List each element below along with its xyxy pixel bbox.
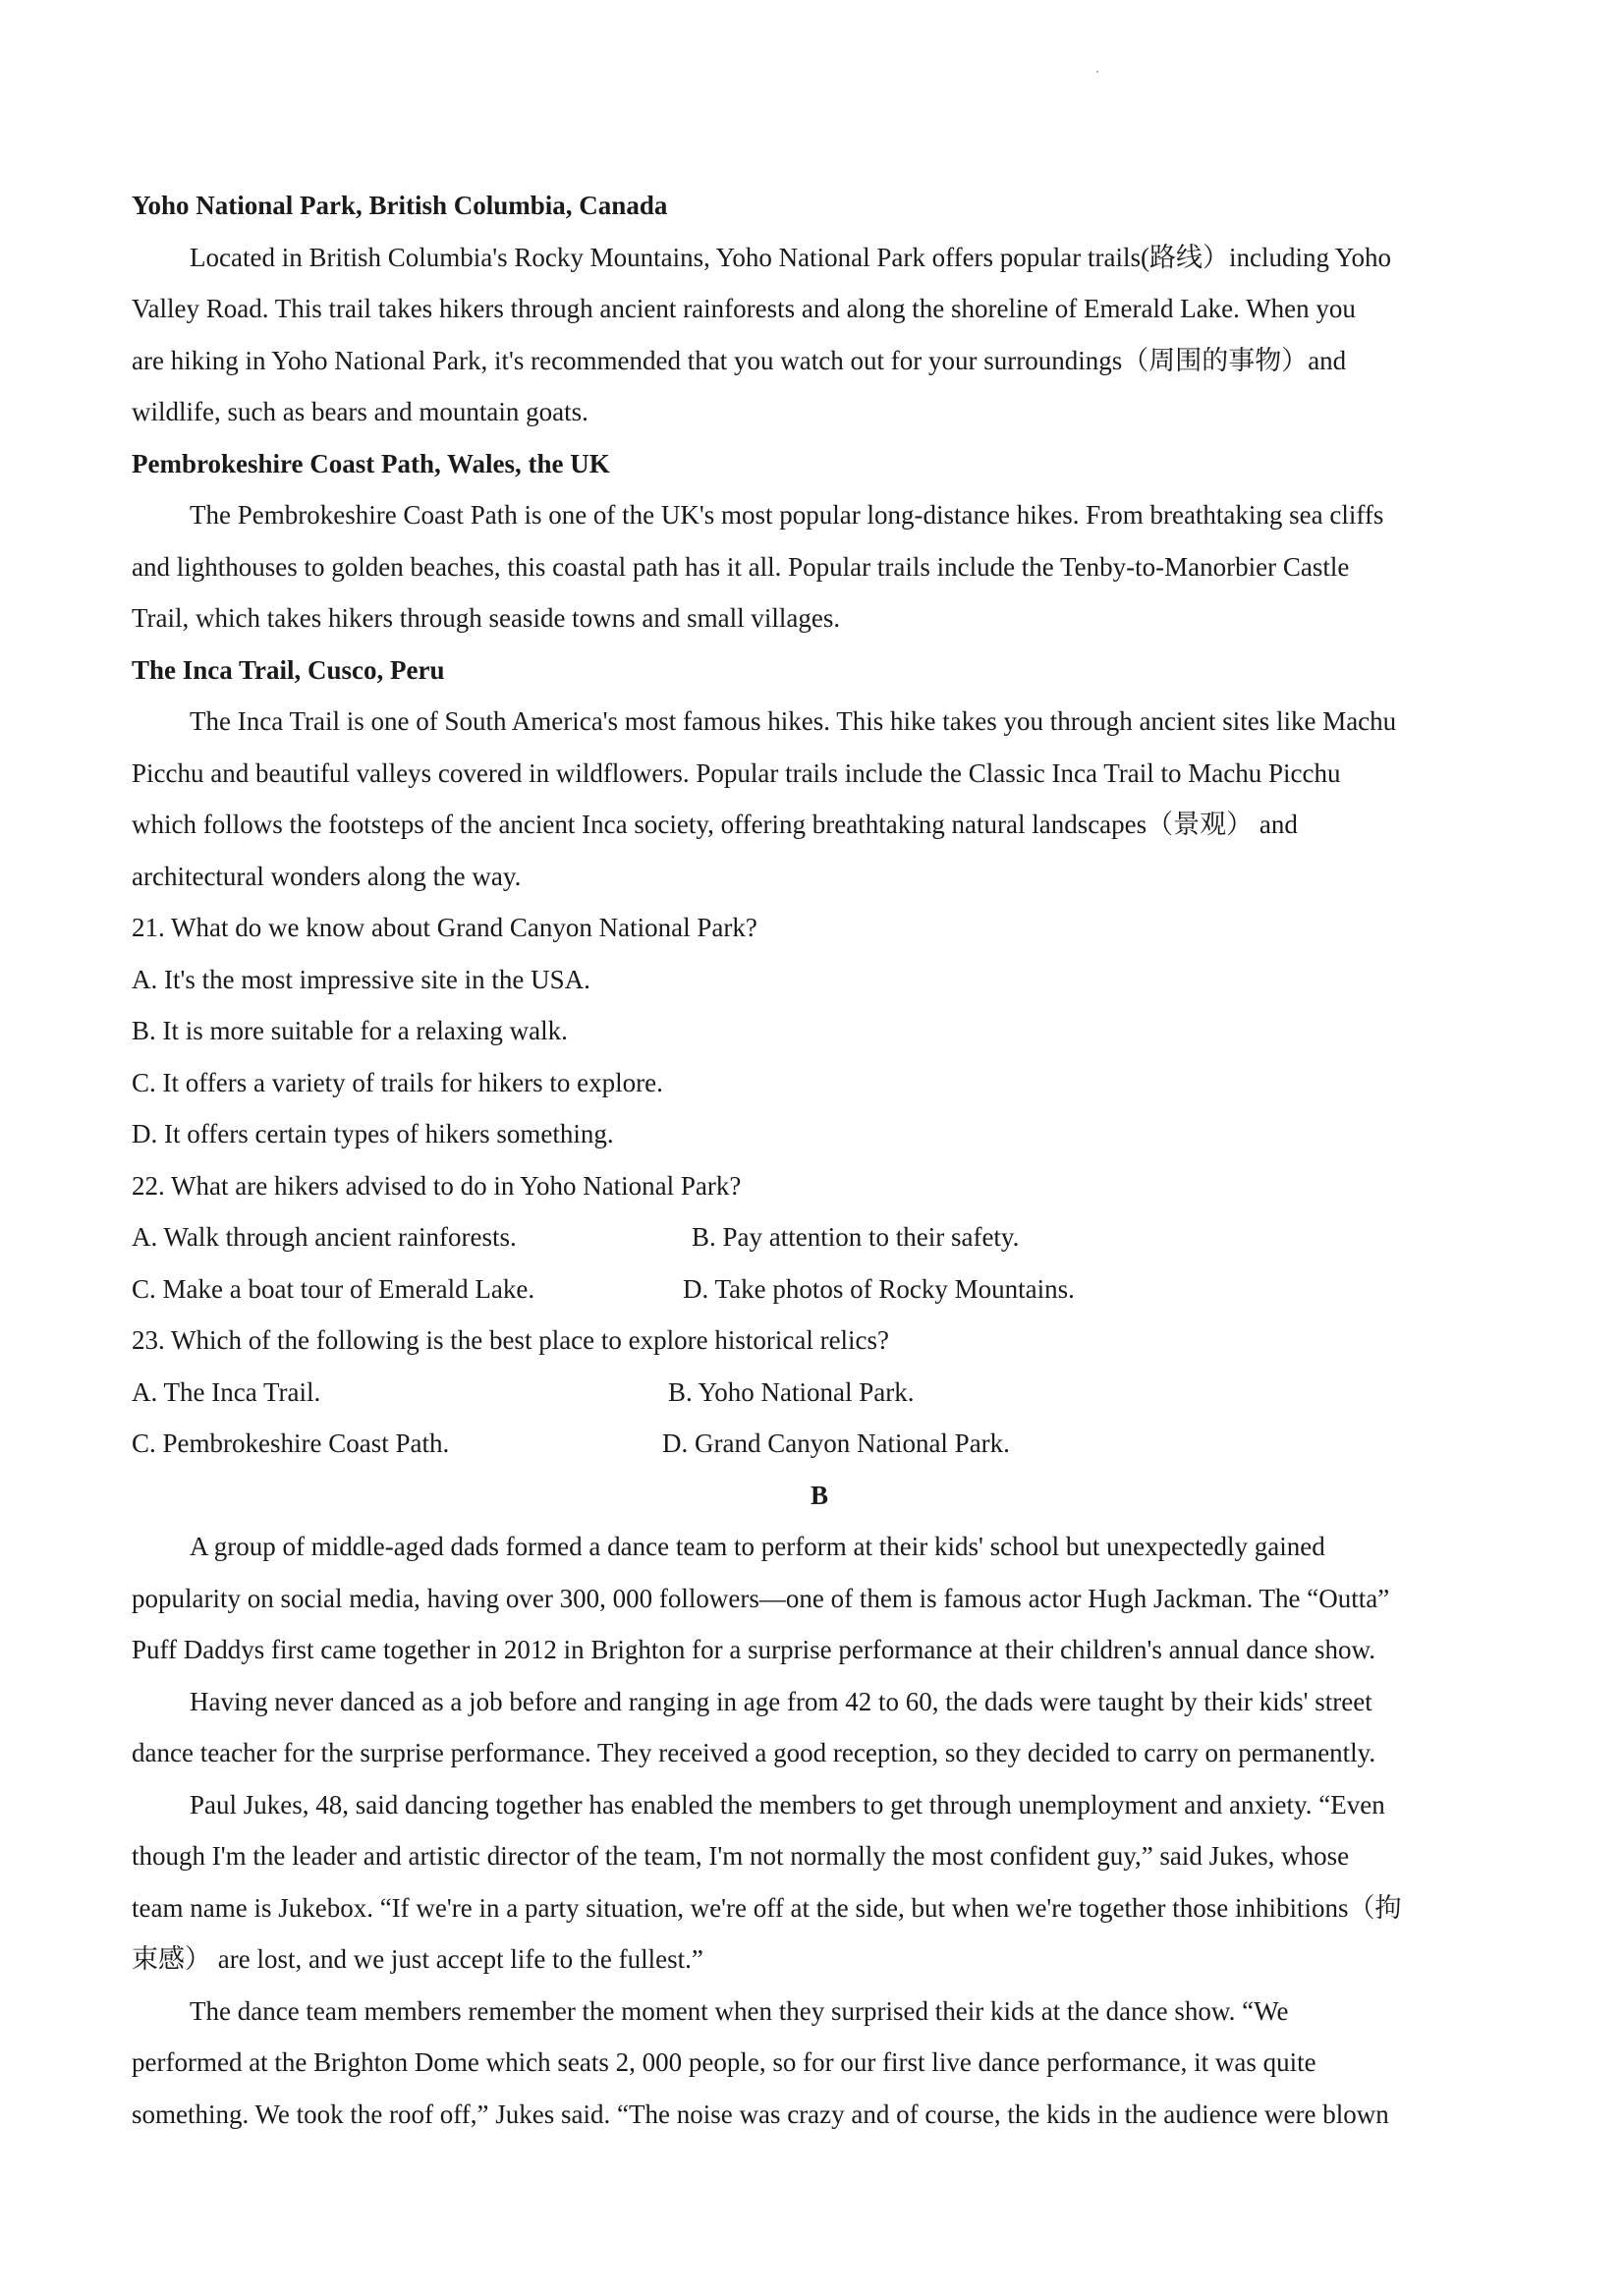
paragraph-line: something. We took the roof off,” Jukes said. “The noise was crazy and of course, the kids in the audience were blown bbox=[132, 2099, 1389, 2129]
paragraph-line: The Pembrokeshire Coast Path is one of the UK's most popular long-distance hikes. From breathtaking sea cliffs bbox=[190, 500, 1384, 530]
question-22-options-row-2 bbox=[132, 1263, 1507, 1316]
question-23-option-d: D. Grand Canyon National Park. bbox=[662, 1428, 1010, 1458]
passage-b-label: B bbox=[810, 1480, 828, 1510]
question-22-option-c: C. Make a boat tour of Emerald Lake. bbox=[132, 1273, 535, 1304]
paragraph-line: are hiking in Yoho National Park, it's recommended that you watch out for your surroundings（周围的事物）and bbox=[132, 345, 1347, 375]
question-22-stem: 22. What are hikers advised to do in Yoho National Park? bbox=[132, 1170, 742, 1201]
paragraph-line: The Inca Trail is one of South America's most famous hikes. This hike takes you through ancient sites like Machu bbox=[190, 706, 1397, 736]
paragraph-line: Puff Daddys first came together in 2012 in Brighton for a surprise performance at their children's annual dance show. bbox=[132, 1635, 1375, 1664]
paragraph-line: 束感） are lost, and we just accept life to the fullest.” bbox=[132, 1944, 703, 1974]
paragraph-line: team name is Jukebox. “If we're in a party situation, we're off at the side, but when we're together those inhibitions（拘 bbox=[132, 1892, 1402, 1923]
question-23-options-row-2 bbox=[132, 1418, 1507, 1470]
section-title-pembrokeshire: Pembrokeshire Coast Path, Wales, the UK bbox=[132, 448, 610, 478]
paragraph-line: architectural wonders along the way. bbox=[132, 861, 522, 891]
paragraph-line: Valley Road. This trail takes hikers through ancient rainforests and along the shoreline of Emerald Lake. When you bbox=[132, 294, 1356, 323]
paragraph-line: which follows the footsteps of the ancient Inca society, offering breathtaking natural landscapes（景观） and bbox=[132, 810, 1298, 839]
paragraph-line: performed at the Brighton Dome which seats 2, 000 people, so for our first live dance performance, it was quite bbox=[132, 2047, 1316, 2077]
paragraph-line: dance teacher for the surprise performance. They received a good reception, so they decided to carry on permanently. bbox=[132, 1738, 1376, 1767]
question-23-option-a: A. The Inca Trail. bbox=[132, 1376, 321, 1407]
paragraph-line: Trail, which takes hikers through seaside towns and small villages. bbox=[132, 603, 841, 633]
question-21-option-d: D. It offers certain types of hikers something. bbox=[132, 1119, 614, 1148]
question-23-option-b: B. Yoho National Park. bbox=[668, 1376, 915, 1407]
question-22-option-a: A. Walk through ancient rainforests. bbox=[132, 1222, 517, 1252]
paragraph-line: popularity on social media, having over 300, 000 followers—one of them is famous actor Hugh Jackman. The “Outta” bbox=[132, 1583, 1390, 1613]
question-21-option-b: B. It is more suitable for a relaxing walk. bbox=[132, 1016, 568, 1045]
question-23-option-c: C. Pembrokeshire Coast Path. bbox=[132, 1428, 450, 1458]
paragraph-line: wildlife, such as bears and mountain goats. bbox=[132, 397, 588, 426]
question-21-option-a: A. It's the most impressive site in the USA. bbox=[132, 964, 590, 994]
paragraph-line: Paul Jukes, 48, said dancing together has enabled the members to get through unemployment and anxiety. “Even bbox=[190, 1789, 1385, 1820]
question-22-option-d: D. Take photos of Rocky Mountains. bbox=[683, 1273, 1075, 1304]
paragraph-line: The dance team members remember the moment when they surprised their kids at the dance show. “We bbox=[190, 1995, 1289, 2026]
paragraph-line: Picchu and beautiful valleys covered in wildflowers. Popular trails include the Classic Inca Trail to Machu Picchu bbox=[132, 757, 1341, 788]
question-22-option-b: B. Pay attention to their safety. bbox=[692, 1222, 1020, 1252]
question-23-options-row-1 bbox=[132, 1367, 1507, 1419]
paragraph-line: though I'm the leader and artistic director of the team, I'm not normally the most confident guy,” said Jukes, whose bbox=[132, 1841, 1350, 1871]
section-title-yoho: Yoho National Park, British Columbia, Canada bbox=[132, 191, 668, 220]
question-22-options-row-1 bbox=[132, 1211, 1507, 1263]
exam-page bbox=[132, 180, 1507, 2140]
question-23-stem: 23. Which of the following is the best place to explore historical relics? bbox=[132, 1325, 890, 1355]
paragraph-line: Having never danced as a job before and ranging in age from 42 to 60, the dads were taught by their kids' street bbox=[190, 1686, 1372, 1716]
question-21-option-c: C. It offers a variety of trails for hikers to explore. bbox=[132, 1067, 663, 1097]
question-21-stem: 21. What do we know about Grand Canyon National Park? bbox=[132, 913, 757, 942]
paragraph-line: and lighthouses to golden beaches, this coastal path has it all. Popular trails include the Tenby-to-Manorbier Castle bbox=[132, 551, 1350, 582]
scan-mark bbox=[1096, 71, 1098, 73]
paragraph-line: Located in British Columbia's Rocky Mountains, Yoho National Park offers popular trails(路线）including Yoho bbox=[190, 242, 1392, 272]
section-title-inca: The Inca Trail, Cusco, Peru bbox=[132, 654, 445, 685]
paragraph-line: A group of middle-aged dads formed a dance team to perform at their kids' school but unexpectedly gained bbox=[190, 1532, 1325, 1561]
